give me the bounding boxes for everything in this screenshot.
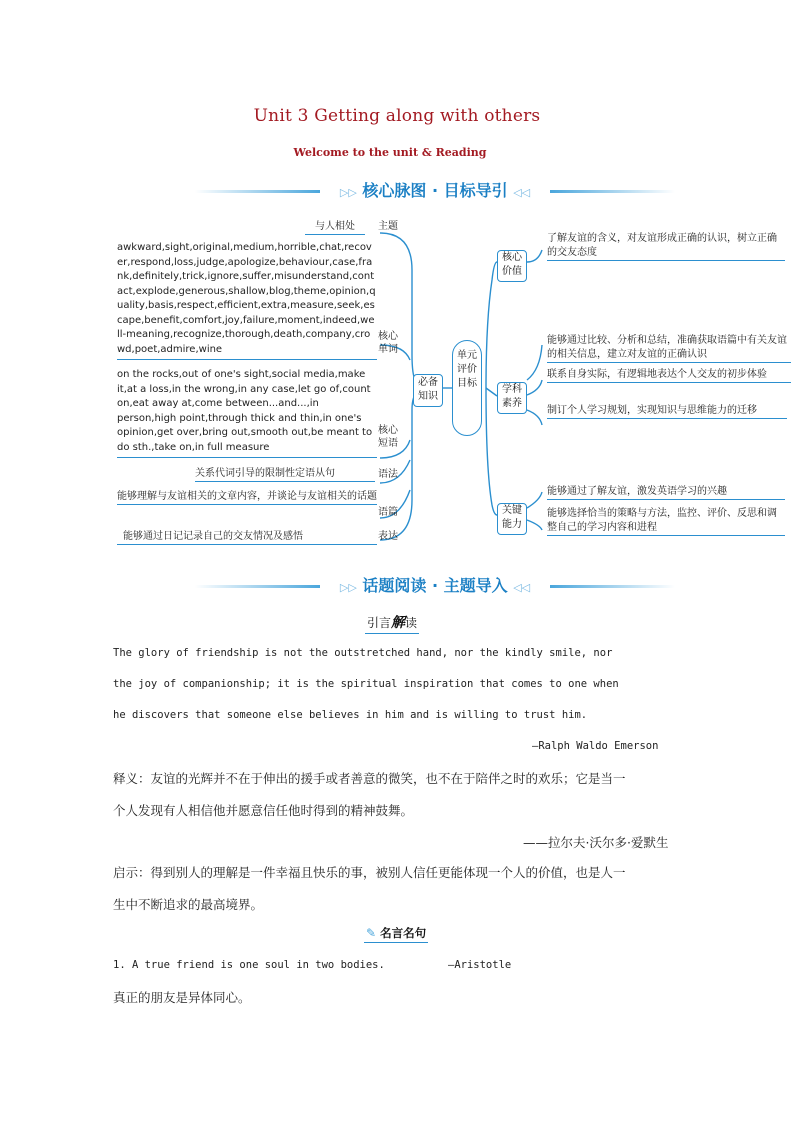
theme-value: 与人相处 xyxy=(305,220,365,235)
literacy-item: 联系自身实际，有逻辑地表达个人交友的初步体验 xyxy=(547,368,791,383)
insight-line: 启示：得到别人的理解是一件幸福且快乐的事，被别人信任更能体现一个人的价值，也是人一 xyxy=(113,865,626,880)
value-node: 核心 价值 xyxy=(497,250,527,282)
discourse-label: 语篇 xyxy=(378,507,398,518)
ability-item: 能够通过了解友谊，激发英语学习的兴趣 xyxy=(547,485,785,500)
quote1-en: 1. A true friend is one soul in two bodies. xyxy=(113,959,385,971)
quote-author: —Ralph Waldo Emerson xyxy=(532,740,659,752)
expression-content: 能够通过日记记录自己的交友情况及感悟 xyxy=(117,530,377,545)
quotes-label: ✎ 名言名句 xyxy=(364,925,428,943)
core-phrases-label: 核心 短语 xyxy=(378,425,398,449)
literacy-item: 能够通过比较、分析和总结，准确获取语篇中有关友谊的相关信息，建立对友谊的正确认识 xyxy=(547,334,791,363)
arrow-left-icon: ◁◁ xyxy=(513,186,531,199)
banner-title: 核心脉图 · 目标导引 xyxy=(362,181,508,200)
page-subtitle: Welcome to the unit & Reading xyxy=(293,146,487,159)
meaning-line: 个人发现有人相信他并愿意信任他时得到的精神鼓舞。 xyxy=(113,803,414,818)
intro-label: 引言解读 xyxy=(365,612,419,634)
ability-item: 能够选择恰当的策略与方法，监控、评价、反思和调整自己的学习内容和进程 xyxy=(547,507,785,536)
quote1-author: —Aristotle xyxy=(448,959,512,971)
pen-icon: ✎ xyxy=(366,926,377,940)
expression-label: 表达 xyxy=(378,531,398,542)
quote-line: The glory of friendship is not the outstretched hand, nor the kindly smile, nor xyxy=(113,647,613,659)
core-words-label: 核心 单词 xyxy=(378,331,398,355)
page-title: Unit 3 Getting along with others xyxy=(253,106,541,126)
quote-line: the joy of companionship; it is the spiritual inspiration that comes to one when xyxy=(113,678,619,690)
insight-line: 生中不断追求的最高境界。 xyxy=(113,897,264,912)
theme-label: 主题 xyxy=(378,221,398,232)
arrow-right-icon: ▷▷ xyxy=(339,581,357,594)
banner-title: 话题阅读 · 主题导入 xyxy=(362,576,508,595)
literacy-node: 学科 素养 xyxy=(497,382,527,414)
author-zh: ——拉尔夫·沃尔多·爱默生 xyxy=(523,835,669,850)
grammar-content: 关系代词引导的限制性定语从句 xyxy=(195,467,375,482)
value-item: 了解友谊的含义，对友谊形成正确的认识，树立正确的交友态度 xyxy=(547,232,785,261)
center-node: 单元评价目标 xyxy=(452,340,482,436)
ability-node: 关键 能力 xyxy=(497,503,527,535)
arrow-left-icon: ◁◁ xyxy=(513,581,531,594)
grammar-label: 语法 xyxy=(378,469,398,480)
core-phrases: on the rocks,out of one's sight,social media,make it,at a loss,in the wrong,in any case,let go of,count on,eat away at,come between...and...,in person,high point,through thick and thin,in one's opinion,get over,bring out,smooth out,be meant to do sth.,take on,in full measure xyxy=(117,368,377,458)
knowledge-node: 必备 知识 xyxy=(413,374,443,407)
section-banner-reading xyxy=(195,575,675,597)
literacy-item: 制订个人学习规划，实现知识与思维能力的迁移 xyxy=(547,404,787,419)
arrow-right-icon: ▷▷ xyxy=(339,186,357,199)
core-words: awkward,sight,original,medium,horrible,chat,recover,respond,loss,judge,apologize,behaviour,case,frank,definitely,trick,ignore,suffer,misunderstand,contact,explode,generous,shallow,blog,theme,opinion,quality,basis,respect,efficient,extra,measure,seek,escape,benefit,comfort,joy,failure,moment,indeed,well-meaning,recognize,thorough,death,company,crowd,poet,admire,wine xyxy=(117,241,377,360)
meaning-line: 释义：友谊的光辉并不在于伸出的援手或者善意的微笑，也不在于陪伴之时的欢乐；它是当一 xyxy=(113,771,626,786)
discourse-content: 能够理解与友谊相关的文章内容，并谈论与友谊相关的话题 xyxy=(117,490,377,505)
quote-line: he discovers that someone else believes in him and is willing to trust him. xyxy=(113,709,588,721)
quote1-zh: 真正的朋友是异体同心。 xyxy=(113,990,251,1005)
